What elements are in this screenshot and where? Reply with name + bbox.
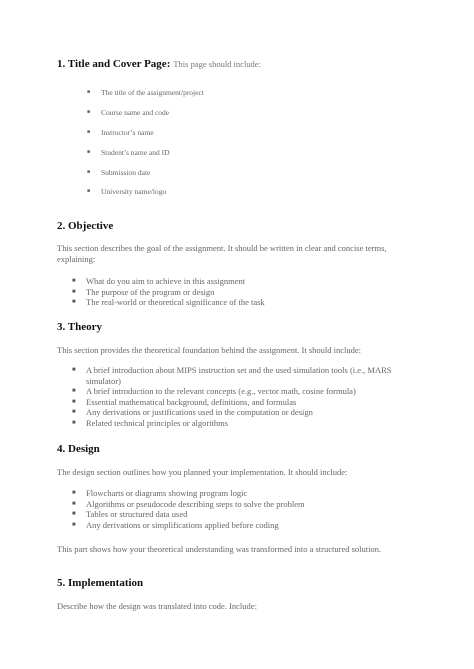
bullet-icon: ■ [72,490,76,496]
section-outro: This part shows how your theoretical understanding was transformed into a structured solution. [57,544,382,554]
list-item [87,148,401,159]
section-heading [57,220,113,232]
section-title: 2. Objective [57,220,114,232]
bullet-icon: ■ [72,288,76,295]
list-item [72,520,406,531]
bullet-icon: ■ [72,419,76,426]
list-item [72,499,406,510]
bullet-list [87,88,401,207]
list-item-text: A brief introduction about MIPS instruction set and the used simulation tools (i.e., MARS simulator) [86,365,392,386]
bullet-icon: ■ [72,278,76,284]
bullet-icon: ■ [87,129,91,135]
list-item [72,509,406,520]
list-item-text: Algorithms or pseudocode describing steps to solve the problem [86,498,305,509]
bullet-icon: ■ [87,169,91,175]
list-item [72,488,406,499]
list-item-text: Essential mathematical background, definitions, and formulas [86,396,297,407]
bullet-list [72,365,406,428]
list-item-text: University name/logo [101,187,167,197]
list-item-text: Submission date [101,167,151,177]
bullet-icon: ■ [72,409,76,415]
list-item-text: Any derivations or simplifications applied before coding [86,519,279,530]
list-item [87,108,401,119]
bullet-icon: ■ [72,521,76,528]
section-title: 5. Implementation [57,577,144,589]
list-item-text: Any derivations or justifications used in the computation or design [86,407,313,417]
list-item [87,88,401,99]
list-item-text: Course name and code [101,107,170,117]
list-item [72,287,406,298]
list-item-text: Instructor’s name [101,127,154,137]
list-item [72,397,406,408]
list-item [87,168,401,179]
section-heading [57,58,261,70]
bullet-icon: ■ [72,367,76,373]
list-item-text: What do you aim to achieve in this assignment [86,276,246,286]
section-title: 4. Design [57,443,100,455]
section-title: 1. Title and Cover Page: [57,58,171,70]
list-item [72,297,406,308]
section-heading [57,577,143,589]
list-item [72,418,406,429]
list-item-text: The purpose of the program or design [86,286,215,297]
list-item [72,386,406,397]
bullet-icon: ■ [87,149,91,155]
list-item [72,276,406,287]
list-item [87,187,401,198]
bullet-icon: ■ [72,299,76,305]
section-intro: This section provides the theoretical foundation behind the assignment. It should include: [57,345,362,355]
list-item-text: Flowcharts or diagrams showing program logic [86,488,248,498]
bullet-icon: ■ [87,90,91,95]
section-heading-note: This page should include: [173,59,261,69]
list-item-text: A brief introduction to the relevant concepts (e.g., vector math, cosine formula) [86,386,356,396]
list-item [87,128,401,139]
section-intro: This section describes the goal of the assignment. It should be written in clear and concise terms, explaining: [57,243,387,264]
section-heading [57,443,100,455]
list-item-text: The title of the assignment/project [101,88,204,97]
bullet-icon: ■ [72,511,76,517]
section-heading [57,321,102,333]
bullet-list [72,488,406,530]
section-intro: The design section outlines how you planned your implementation. It should include: [57,467,348,477]
section-title: 3. Theory [57,321,103,333]
bullet-icon: ■ [87,109,91,115]
list-item [72,365,406,386]
bullet-icon: ■ [72,500,76,507]
list-item-text: Student’s name and ID [101,147,170,157]
section-intro: Describe how the design was translated into code. Include: [57,601,257,611]
bullet-icon: ■ [87,189,91,195]
bullet-icon: ■ [72,388,76,394]
list-item-text: The real-world or theoretical significance of the task [86,297,265,307]
bullet-icon: ■ [72,398,76,405]
bullet-list [72,276,406,308]
list-item-text: Related technical principles or algorithms [86,417,229,428]
list-item-text: Tables or structured data used [86,509,188,519]
list-item [72,407,406,418]
